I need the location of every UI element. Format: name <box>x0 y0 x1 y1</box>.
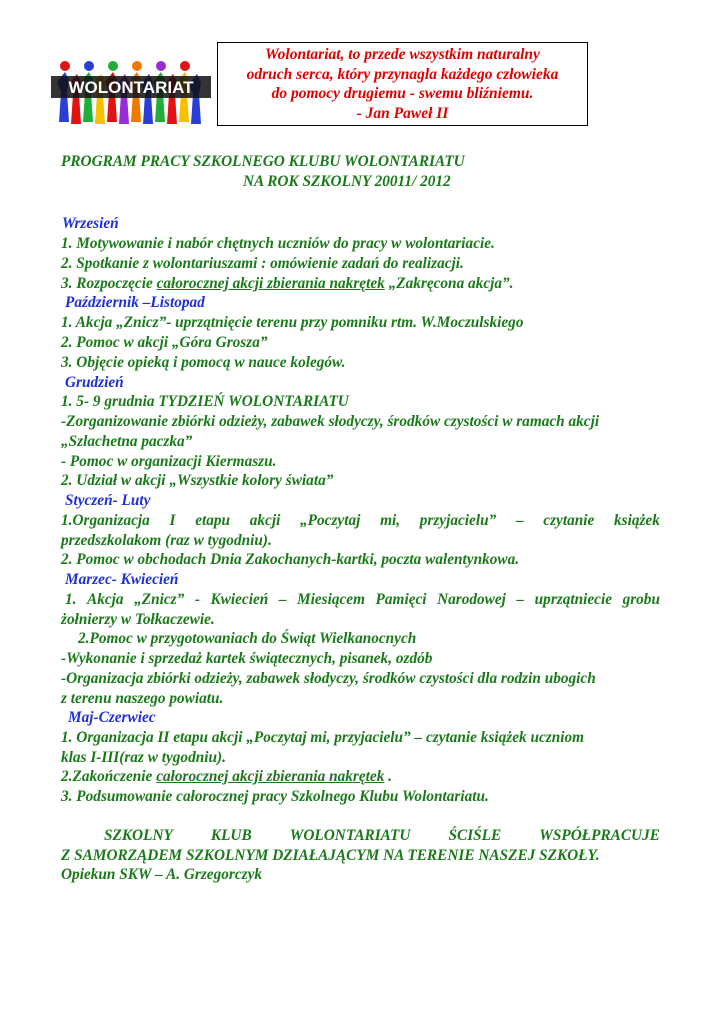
grudzien-item-4: 2. Udział w akcji „Wszystkie kolory świata” <box>61 472 334 489</box>
marzec-item-2: 2.Pomoc w przygotowaniach do Świąt Wielkanocnych <box>78 630 417 647</box>
maj-item-2-suffix: . <box>384 768 393 785</box>
word: mi, <box>380 512 401 529</box>
marzec-item-1-line2: żołnierzy w Tołkaczewie. <box>61 611 215 628</box>
word: akcji <box>249 512 281 529</box>
maj-item-2-prefix: 2.Zakończenie <box>61 768 157 785</box>
word: KLUB <box>210 827 252 844</box>
maj-item-2 <box>61 767 392 786</box>
logo-graphic <box>51 52 211 128</box>
quote-line: do pomocy drugiemu - swemu bliźniemu. <box>271 85 534 102</box>
word: „Znicz” <box>134 591 185 608</box>
word: przyjacielu” <box>419 512 497 529</box>
word: Kwiecień <box>210 591 269 608</box>
footer-line1 <box>104 826 660 845</box>
wrzesien-item-3 <box>61 274 514 293</box>
maj-item-3: 3. Podsumowanie całorocznej pracy Szkolnego Klubu Wolontariatu. <box>61 788 489 805</box>
marzec-item-1-line1 <box>65 590 660 609</box>
wrzesien-item-3-prefix: 3. Rozpoczęcie <box>61 275 157 292</box>
word: – <box>516 591 525 608</box>
maj-item-1-line1: 1. Organizacja II etapu akcji „Poczytaj mi, przyjacielu” – czytanie książek uczniom <box>61 729 585 746</box>
maj-item-2-underlined: całorocznej akcji zbierania nakrętek <box>156 768 385 785</box>
wrzesien-item-3-suffix: „Zakręcona akcja”. <box>384 275 514 292</box>
grudzien-item-2-line2: „Szlachetna paczka” <box>61 433 193 450</box>
styczen-item-1-line2: przedszkolakom (raz w tygodniu). <box>61 532 272 549</box>
footer-opiekun: Opiekun SKW – A. Grzegorczyk <box>61 866 263 883</box>
grudzien-item-1: 1. 5- 9 grudnia TYDZIEŃ WOLONTARIATU <box>61 393 349 410</box>
wolontariat-logo <box>51 52 211 128</box>
word: 1. <box>65 591 77 608</box>
word: uprzątniecie <box>534 591 613 608</box>
pazdziernik-item-2: 2. Pomoc w akcji „Góra Grosza” <box>61 334 268 351</box>
word: grobu <box>622 591 660 608</box>
heading-pazdziernik: Październik –Listopad <box>65 294 205 311</box>
heading-marzec: Marzec- Kwiecień <box>65 571 179 588</box>
quote-author: - Jan Paweł II <box>356 104 449 122</box>
styczen-item-1-line1 <box>61 511 660 530</box>
word: etapu <box>195 512 231 529</box>
footer-line2: Z SAMORZĄDEM SZKOLNYM DZIAŁAJĄCYM NA TERENIE NASZEJ SZKOŁY. <box>61 847 600 864</box>
marzec-item-3: -Wykonanie i sprzedaż kartek świątecznych, pisanek, ozdób <box>61 650 433 667</box>
heading-grudzien: Grudzień <box>65 374 124 391</box>
word: Narodowej <box>437 591 506 608</box>
program-title-line1: PROGRAM PRACY SZKOLNEGO KLUBU WOLONTARIATU <box>61 153 465 170</box>
wrzesien-item-1: 1. Motywowanie i nabór chętnych uczniów do pracy w wolontariacie. <box>61 235 495 252</box>
marzec-item-4-line1: -Organizacja zbiórki odzieży, zabawek słodyczy, środków czystości dla rodzin ubogich <box>61 670 596 687</box>
word: Akcja <box>87 591 124 608</box>
quote-line: Wolontariat, to przede wszystkim naturalny <box>265 46 540 63</box>
program-title-line2: NA ROK SZKOLNY 20011/ 2012 <box>243 173 451 190</box>
word: czytanie <box>543 512 595 529</box>
word: 1.Organizacja <box>61 512 150 529</box>
word: „Poczytaj <box>300 512 361 529</box>
heading-maj: Maj-Czerwiec <box>68 709 156 726</box>
wrzesien-item-2: 2. Spotkanie z wolontariuszami : omówienie zadań do realizacji. <box>61 255 464 272</box>
word: SZKOLNY <box>104 827 173 844</box>
word: - <box>194 591 200 608</box>
word: książek <box>613 512 660 529</box>
heading-styczen: Styczeń- Luty <box>65 492 151 509</box>
wrzesien-item-3-underlined: całorocznej akcji zbierania nakrętek <box>156 275 385 292</box>
pazdziernik-item-3: 3. Objęcie opieką i pomocą w nauce kolegów. <box>61 354 346 371</box>
marzec-item-4-line2: z terenu naszego powiatu. <box>61 690 224 707</box>
grudzien-item-2-line1: -Zorganizowanie zbiórki odzieży, zabawek słodyczy, środków czystości w ramach akcji <box>61 413 600 430</box>
word: WOLONTARIATU <box>289 827 411 844</box>
word: WSPÓŁPRACUJE <box>539 827 660 844</box>
word: – <box>278 591 287 608</box>
styczen-item-2: 2. Pomoc w obchodach Dnia Zakochanych-kartki, poczta walentynkowa. <box>61 551 520 568</box>
word: – <box>515 512 524 529</box>
grudzien-item-3: - Pomoc w organizacji Kiermaszu. <box>61 453 277 470</box>
word: I <box>169 512 176 529</box>
word: Pamięci <box>375 591 427 608</box>
heading-wrzesien: Wrzesień <box>62 215 119 232</box>
maj-item-1-line2: klas I-III(raz w tygodniu). <box>61 749 226 766</box>
pazdziernik-item-1: 1. Akcja „Znicz”- uprzątnięcie terenu przy pomniku rtm. W.Moczulskiego <box>61 314 524 331</box>
quote-box <box>217 42 588 126</box>
quote-line: odruch serca, który przynagla każdego człowieka <box>246 65 559 83</box>
word: Miesiącem <box>297 591 365 608</box>
word: ŚCIŚLE <box>448 827 502 844</box>
logo-text: WOLONTARIAT <box>68 78 194 97</box>
